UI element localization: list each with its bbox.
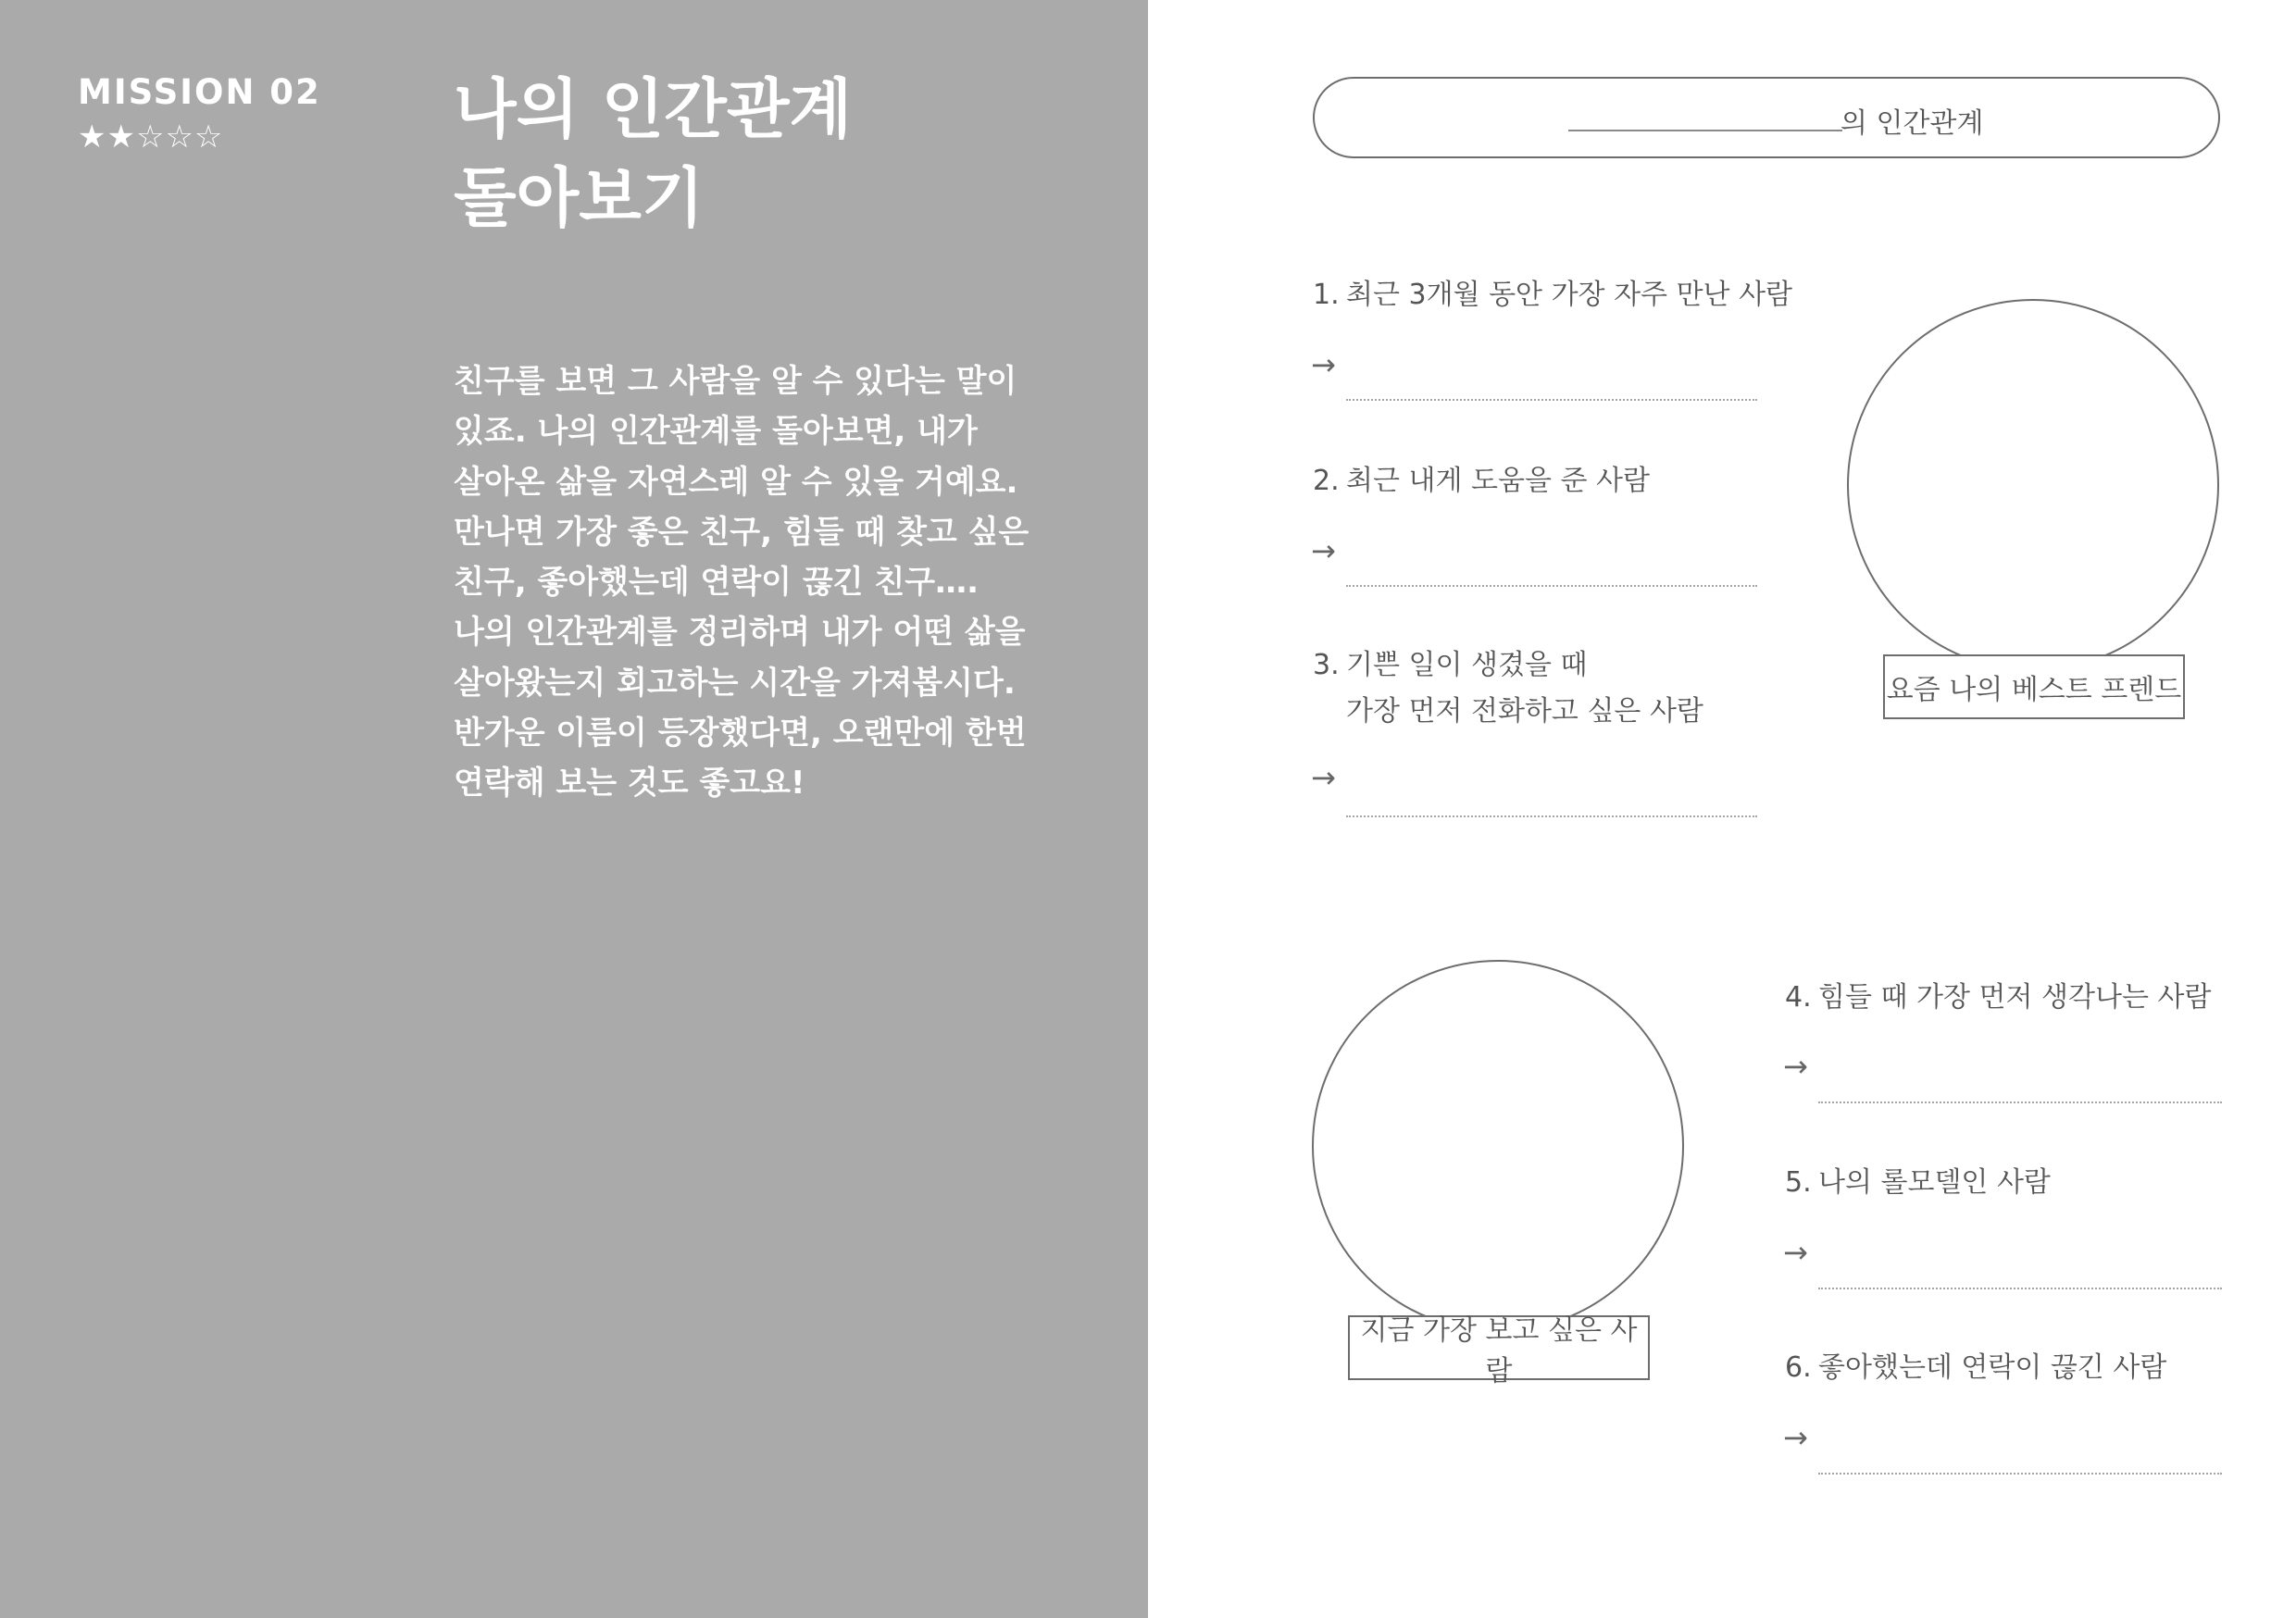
question-number: 6. [1785,1351,1812,1384]
question-text: 최근 3개월 동안 가장 자주 만난 사람 [1346,279,1793,311]
question-number: 1. [1313,279,1340,311]
best-friend-circle [1846,298,2220,672]
intro-line: 만나면 가장 좋은 친구, 힘들 때 찾고 싶은 [454,513,1029,551]
best-friend-caption: 요즘 나의 베스트 프렌드 [1883,654,2185,719]
arrow-icon: → [1311,760,1336,795]
question-number: 4. [1785,981,1812,1014]
question-text: 힘들 때 가장 먼저 생각나는 사람 [1818,981,2212,1014]
question-text: 최근 내게 도움을 준 사람 [1346,465,1650,497]
missed-person-caption: 지금 가장 보고 싶은 사람 [1348,1315,1650,1380]
arrow-icon: → [1311,347,1336,382]
intro-line: 살아왔는지 회고하는 시간을 가져봅시다. [454,664,1016,702]
intro-line: 반가운 이름이 등장했다면, 오랜만에 한번 [454,715,1027,753]
intro-line: 연락해 보는 것도 좋고요! [454,765,805,803]
answer-line-2[interactable] [1346,585,1757,587]
intro-line: 살아온 삶을 자연스레 알 수 있을 거예요. [454,463,1018,501]
question-1 [1313,272,1792,318]
arrow-icon: → [1783,1235,1808,1270]
question-number: 3. [1313,649,1340,681]
answer-line-6[interactable] [1818,1473,2222,1475]
question-number: 2. [1313,465,1340,497]
missed-person-circle [1311,959,1685,1333]
intro-line: 있죠. 나의 인간관계를 돌아보면, 내가 [454,413,978,451]
question-number: 5. [1785,1166,1812,1199]
question-3 [1313,642,1703,735]
page-title-line-1: 나의 인간관계 [454,71,853,147]
mission-label: MISSION 02 [78,72,321,112]
answer-line-1[interactable] [1346,399,1757,401]
arrow-icon: → [1783,1049,1808,1084]
page-title-line-2: 돌아보기 [454,160,705,236]
name-header-suffix: 의 인간관계 [1841,107,1984,140]
intro-line: 친구를 보면 그 사람을 알 수 있다는 말이 [454,363,1017,400]
question-text: 좋아했는데 연락이 끊긴 사람 [1818,1351,2167,1384]
question-6 [1785,1345,2166,1391]
question-4 [1785,975,2211,1021]
intro-line: 친구, 좋아했는데 연락이 끊긴 친구…. [454,564,979,602]
answer-line-4[interactable] [1818,1101,2222,1103]
arrow-icon: → [1783,1420,1808,1455]
question-5 [1785,1160,2051,1206]
arrow-icon: → [1311,533,1336,568]
name-blank-line[interactable] [1568,130,1842,131]
intro-text [454,356,1102,809]
answer-line-3[interactable] [1346,815,1757,817]
question-text: 나의 롤모델인 사람 [1818,1166,2051,1199]
question-text-line-2: 가장 먼저 전화하고 싶은 사람 [1346,695,1703,728]
name-header-pill [1313,77,2220,158]
difficulty-stars: ★★☆☆☆ [78,118,224,156]
page-title [454,65,852,243]
answer-line-5[interactable] [1818,1288,2222,1289]
intro-line: 나의 인간관계를 정리하며 내가 어떤 삶을 [454,614,1026,652]
question-text: 기쁜 일이 생겼을 때 [1346,649,1588,681]
question-2 [1313,458,1650,504]
